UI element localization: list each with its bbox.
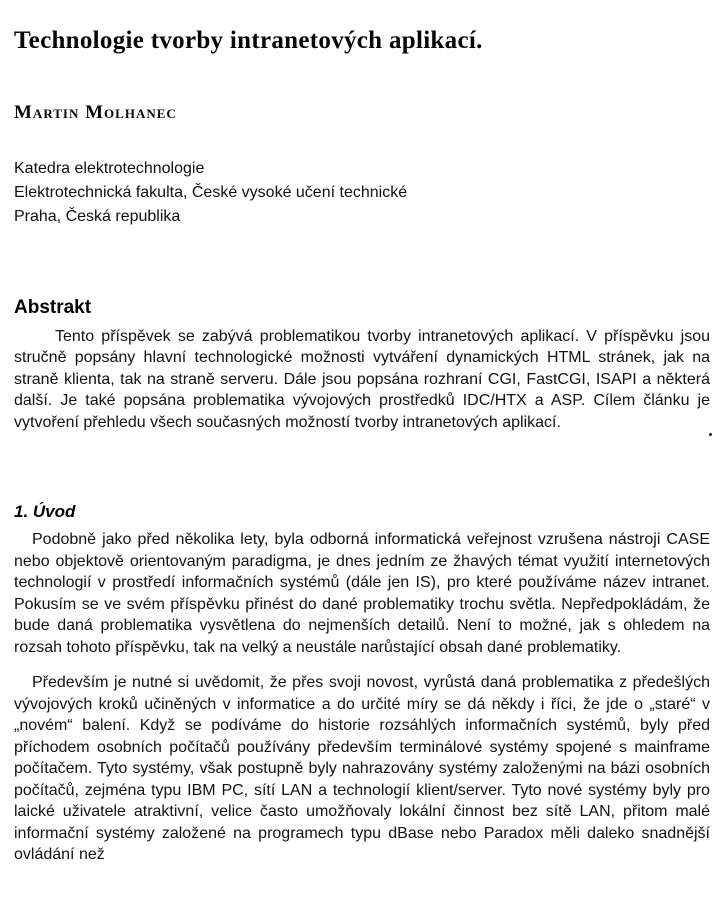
section-uvod-paragraph-2: Především je nutné si uvědomit, že přes svoji novost, vyrůstá daná problematika z předešlých vývojových kroků učiněných v informatice a do určité míry se dá někdy i říci, že jde o „staré“ v „novém“ balení. Když se podíváme do historie rozsáhlých informačních systémů, byly před příchodem osobních počítačů používány především terminálové systémy spojené s mainframe počítačem. Tyto systémy, však postupně byly nahrazovány systémy založenými na bázi osobních počítačů, zejména typu IBM PC, sítí LAN a technologií klient/server. Tyto nové systémy byly pro laické uživatele atraktivní, velice často umožňovaly lokální činnost bez sítě LAN, přitom malé informační systémy založené na programech typu dBase nebo Paradox měli daleko snadnější ovládání než <box>14 674 710 863</box>
abstract-section <box>14 296 710 434</box>
affiliation-line-department: Katedra elektrotechnologie <box>14 159 205 177</box>
affiliation-block <box>14 157 710 229</box>
abstract-text: Tento příspěvek se zabývá problematikou tvorby intranetových aplikací. V příspěvku jsou stručně popsány hlavní technologické možnosti vytváření dynamických HTML stránek, jak na straně klienta, tak na straně serveru. Dále jsou popsána rozhraní CGI, FastCGI, ISAPI a některá další. Je také popsána problematika vývojových prostředků IDC/HTX a ASP. Cílem článku je vytvoření přehledu všech současných možností tvorby intranetových aplikací. <box>14 327 710 431</box>
section-uvod-paragraph-1: Podobně jako před několika lety, byla odborná informatická veřejnost vzrušena nástroji CASE nebo objektově orientovaným paradigma, je dnes jedním ze žhavých témat využití internetových technologií v prostředí informačních systémů (dále jen IS), pro které používáme název intranet. Pokusím se ve svém příspěvku přinést do dané problematiky trochu světla. Nepředpokládám, že bude daná problematika vysvětlena do nejmenších detailů. Není to možné, jak s ohledem na rozsah tohoto příspěvku, tak na velký a neustále narůstající obsah dané problematiky. <box>14 531 710 656</box>
author-name: Martin Molhanec <box>14 101 177 123</box>
section-uvod <box>14 501 710 866</box>
abstract-heading: Abstrakt <box>14 296 92 318</box>
affiliation-line-faculty: Elektrotechnická fakulta, České vysoké učení technické <box>14 183 408 201</box>
section-uvod-heading: 1. Úvod <box>14 502 76 521</box>
affiliation-line-city: Praha, Česká republika <box>14 207 181 225</box>
paper-title: Technologie tvorby intranetových aplikací. <box>14 27 483 54</box>
scan-artifact-dot <box>709 433 712 436</box>
